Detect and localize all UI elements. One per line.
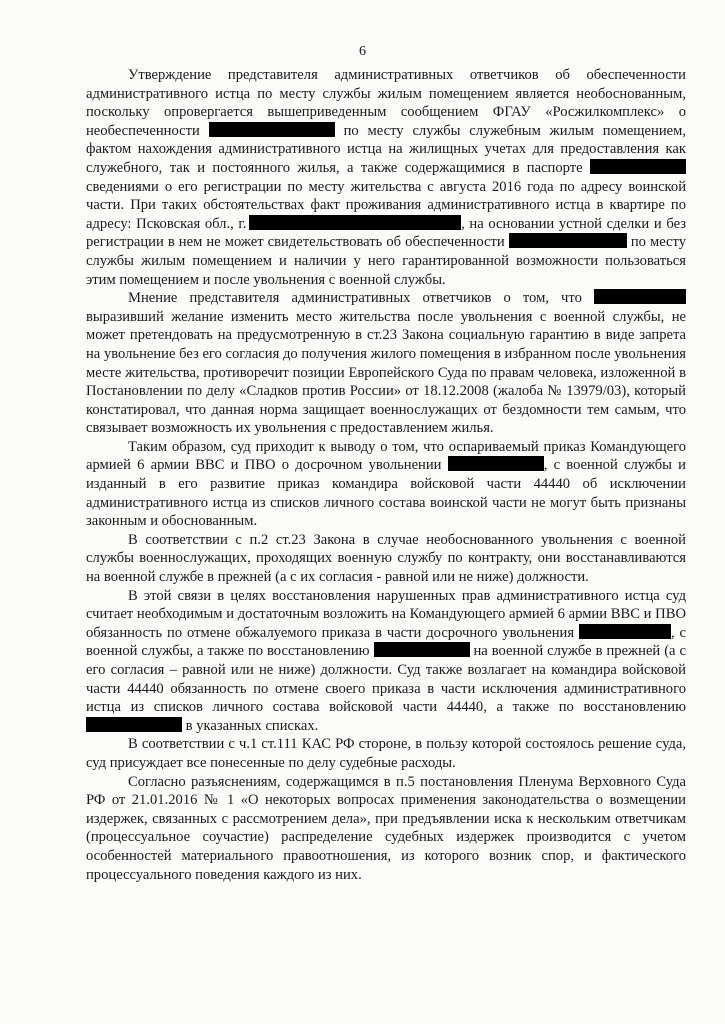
paragraph-court-costs <box>86 735 686 772</box>
text-run: , с военной службы и изданный в его развитие приказ командира войсковой части 44440 об исключении административного истца из списков личного состава воинской части не могут быть признаны законным и обоснованным. <box>86 457 686 530</box>
redaction-bar <box>594 289 686 304</box>
paragraph-plenum-clarification <box>86 773 686 885</box>
paragraph-court-conclusion <box>86 438 686 531</box>
text-run: по месту службы жилым помещением и наличии у него гарантированной возможности пользоваться этим помещением и после увольнения с военной службы. <box>86 234 687 288</box>
text-run: в указанных списках. <box>185 717 319 734</box>
text-run: Мнение представителя административных ответчиков о том, что <box>128 290 582 307</box>
text-run: на военной службе в прежней (а с его согласия – равной или не ниже) должности. Суд также возлагает на командира войсковой части 44440 обязанность по отмене своего приказа в части исключения административного истца из списков личного состава войсковой части 44440, а также по восстановлению <box>86 643 686 716</box>
text-run: В соответствии с ч.1 ст.111 КАС РФ стороне, в пользу которой состоялось решение суда, суд присуждает все понесенные по делу судебные расходы. <box>86 736 686 771</box>
text-run: Утверждение представителя административных ответчиков об обеспеченности административного истца по месту службы жилым помещением является необоснованным, поскольку опровергается вышеприведенным сообщением ФГАУ «Росжилкомплекс» о необеспеченности <box>86 67 686 139</box>
document-body <box>86 66 686 884</box>
text-run: сведениями о его регистрации по месту жительства с августа 2016 года по адресу воинской части. При таких обстоятельствах факт проживания административного истца в квартире по адресу: Псковская обл., г. <box>86 178 686 232</box>
paragraph-echr-position <box>86 289 686 438</box>
paragraph-remedy <box>86 587 686 736</box>
text-run: выразивший желание изменить место жительства после увольнения с военной службы, не может претендовать на предусмотренную в ст.23 Закона социальную гарантию в виде запрета на увольнение без его согласия до получения жилого помещения в избранном после увольнения месте жительства, противоречит позиции Европейского Суда по правам человека, изложенной в Постановлении по делу «Сладков против России» от 18.12.2008 (жалоба № 13979/03), который констатировал, что данная норма защищает военнослужащих от бездомности тем самым, что связывает возможность их увольнения с предоставлением жилья. <box>86 308 686 437</box>
text-run: , с военной службы, а также по восстановлению <box>86 624 686 660</box>
redaction-bar <box>579 624 671 639</box>
redaction-bar <box>374 642 470 657</box>
page-number: 6 <box>359 44 366 59</box>
redaction-bar <box>249 215 461 230</box>
redaction-bar <box>448 456 544 471</box>
text-run: В этой связи в целях восстановления нарушенных прав административного истца суд считает необходимым и достаточным возложить на Командующего армией 6 армии ВВС и ПВО обязанность по отмене обжалуемого приказа в части досрочного увольнения <box>86 587 686 641</box>
text-run: , на основании устной сделки и без регистрации в нем не может свидетельствовать об обеспеченности <box>86 215 686 251</box>
text-run: Согласно разъяснениям, содержащимся в п.5 постановления Пленума Верховного Суда РФ от 21.01.2016 № 1 «О некоторых вопросах применения законодательства о возмещении издержек, связанных с рассмотрением дела», при предъявлении иска к нескольким ответчикам (процессуальное соучастие) распределение судебных издержек производится с учетом особенностей материального правоотношения, из которого возник спор, и фактического процессуального поведения каждого из них. <box>86 773 686 883</box>
text-run: В соответствии с п.2 ст.23 Закона в случае необоснованного увольнения с военной службы военнослужащих, проходящих военную службу по контракту, они восстанавливаются на военной службе в прежней (а с их согласия - равной или не ниже) должности. <box>86 531 686 586</box>
redaction-bar <box>590 159 686 174</box>
text-run: Таким образом, суд приходит к выводу о том, что оспариваемый приказ Командующего армией 6 армии ВВС и ПВО о досрочном увольнении <box>86 438 686 474</box>
paragraph-housing-provision <box>86 66 686 289</box>
paragraph-reinstatement-law <box>86 531 686 587</box>
redaction-bar <box>209 122 335 137</box>
redaction-bar <box>86 717 182 732</box>
redaction-bar <box>509 233 627 248</box>
text-run: по месту службы служебным жилым помещением, фактом нахождения административного истца на жилищных учетах для предоставления как служебного, так и постоянного жилья, а также содержащимися в паспорте <box>86 122 686 176</box>
